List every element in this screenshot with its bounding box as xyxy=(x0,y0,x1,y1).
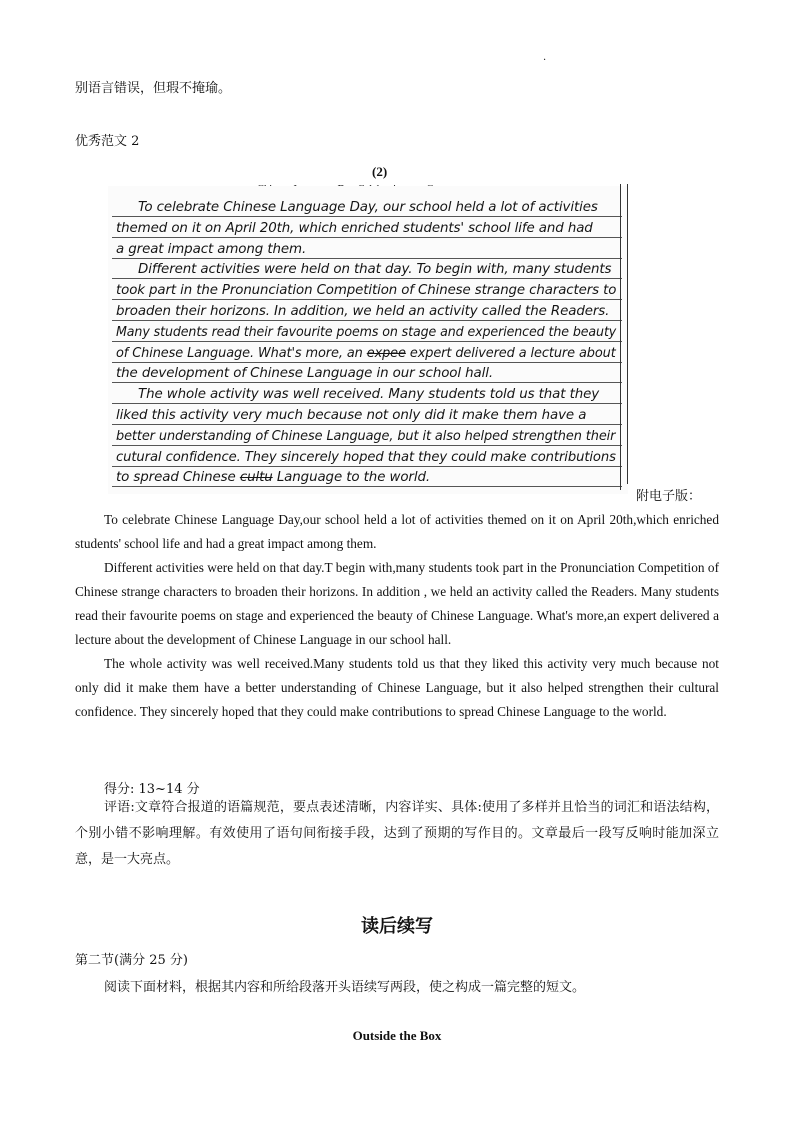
handwritten-text: better understanding of Chinese Language, but it also helped strengthen their xyxy=(116,428,616,444)
handwritten-essay-image xyxy=(108,186,628,494)
ruled-line xyxy=(112,362,622,363)
handwritten-line xyxy=(116,450,616,465)
handwritten-text: the development of Chinese Language in our school hall. xyxy=(116,366,494,382)
top-dot: . xyxy=(543,52,547,63)
handwritten-text: cutural confidence. They sincerely hoped that they could make contributions xyxy=(116,449,616,465)
handwritten-line xyxy=(138,262,611,277)
ruled-line xyxy=(112,466,622,467)
intro-line: 别语言错误，但瑕不掩瑜。 xyxy=(75,81,232,96)
ruled-line xyxy=(112,299,622,300)
handwritten-line xyxy=(138,200,598,215)
page-edge-line xyxy=(627,184,628,484)
ruled-line xyxy=(112,403,622,404)
page-edge-line xyxy=(620,184,621,490)
ruled-line xyxy=(112,445,622,446)
handwritten-line xyxy=(116,283,616,298)
teacher-comment: 评语:文章符合报道的语篇规范，要点表述清晰，内容详实、具体:使用了多样并且恰当的词汇和语法结构，个别小错不影响理解。有效使用了语句间衔接手段，达到了预期的写作目的。文章最后一段写反响时能加深立意，是一大亮点。 xyxy=(75,800,719,867)
handwritten-text: To celebrate Chinese Language Day, our school held a lot of activities xyxy=(138,200,598,215)
handwritten-text: liked this activity very much because not only did it make them have a xyxy=(116,408,587,423)
handwritten-line xyxy=(116,408,586,423)
electronic-version-label: 附电子版： xyxy=(636,489,702,504)
handwritten-line xyxy=(138,387,599,402)
handwritten-text: Language to the world. xyxy=(272,470,431,486)
handwritten-line xyxy=(116,221,593,236)
essay-paragraph-2: Different activities were held on that day.T begin with,many students took part in the Pronunciation Competition of Chinese strange characters to broaden their horizons. In addition , we held an activity called the Readers. Many students read their favourite poems on stage and experienced the beauty of Chinese Language. What's more,an expert delivered a lecture about the development of Chinese Language in our school hall. xyxy=(75,560,719,647)
handwritten-text: broaden their horizons. In addition, we held an activity called the Readers. xyxy=(116,304,610,319)
handwritten-line xyxy=(116,346,616,361)
handwritten-line xyxy=(116,366,493,381)
handwritten-text: The whole activity was well received. Many students told us that they xyxy=(138,387,600,403)
handwritten-text: expert delivered a lecture about xyxy=(405,345,616,361)
handwritten-text: Many students read their favourite poems on stage and experienced the beauty xyxy=(116,324,617,340)
ruled-line xyxy=(112,486,622,487)
handwritten-text: of Chinese Language. What's more, an xyxy=(116,345,367,361)
handwritten-text: Different activities were held on that day. To begin with, many students xyxy=(138,262,612,278)
ruled-line xyxy=(112,382,622,383)
crossed-out-text: expee xyxy=(366,345,406,361)
section-title: 读后续写 xyxy=(361,916,433,937)
handwritten-line xyxy=(116,470,430,485)
ruled-line xyxy=(112,341,622,342)
ruled-line xyxy=(112,424,622,425)
ruled-line xyxy=(112,258,622,259)
handwritten-line xyxy=(116,325,616,340)
ruled-line xyxy=(112,237,622,238)
handwritten-text: to spread Chinese xyxy=(116,470,240,486)
section-subtitle: 第二节(满分 25 分) xyxy=(75,953,188,968)
sample-label: 优秀范文 2 xyxy=(75,134,140,149)
handwritten-text: a great impact among them. xyxy=(116,241,307,257)
handwritten-line xyxy=(116,242,306,257)
ruled-line xyxy=(112,278,622,279)
handwritten-text: took part in the Pronunciation Competition of Chinese strange characters to xyxy=(116,283,617,299)
handwritten-number: (2) xyxy=(372,164,388,179)
ruled-line xyxy=(112,320,622,321)
essay-paragraph-3: The whole activity was well received.Many students told us that they liked this activity very much because not only did it make them have a better understanding of Chinese Language, but it also helped strengthen their cultural confidence. They sincerely hoped that they could make contributions to spread Chinese Language to the world. xyxy=(75,656,719,719)
story-title: Outside the Box xyxy=(352,1028,442,1043)
instructions: 阅读下面材料，根据其内容和所给段落开头语续写两段，使之构成一篇完整的短文。 xyxy=(104,980,586,995)
ruled-line xyxy=(112,216,622,217)
crossed-out-text: cultu xyxy=(239,470,273,486)
score-line: 得分: 13~14 分 xyxy=(104,782,200,797)
handwritten-line xyxy=(116,429,615,444)
handwritten-line xyxy=(116,304,609,319)
handwritten-text: themed on it on April 20th, which enriched students' school life and had xyxy=(116,220,593,236)
essay-paragraph-1: To celebrate Chinese Language Day,our school held a lot of activities themed on it on April 20th,which enriched students' school life and had a great impact among them. xyxy=(75,512,719,551)
